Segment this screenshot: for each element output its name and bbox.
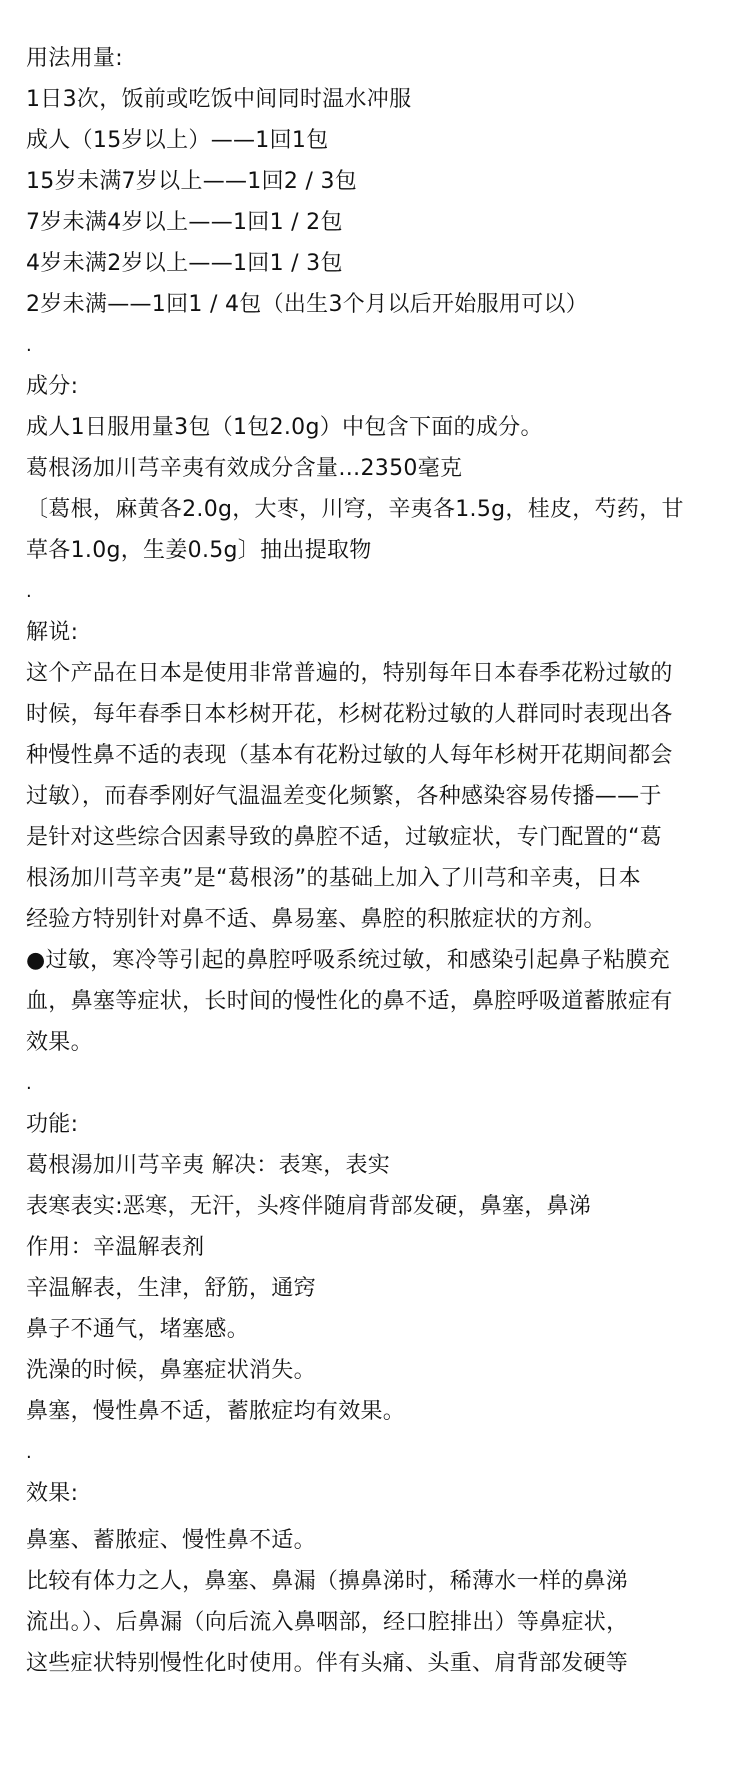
explanation-line: 种慢性鼻不适的表现（基本有花粉过敏的人每年杉树开花期间都会 <box>26 743 673 768</box>
usage-line: 4岁未满2岁以上——1回1 / 3包 <box>26 251 343 276</box>
explanation-section <box>26 612 731 1063</box>
effect-line: 比较有体力之人，鼻塞、鼻漏（擤鼻涕时，稀薄水一样的鼻涕 <box>26 1569 629 1594</box>
function-line: 作用：辛温解表剂 <box>26 1235 205 1260</box>
section-separator: . <box>26 581 33 602</box>
function-heading: 功能: <box>26 1112 79 1137</box>
function-line: 表寒表实:恶寒，无汗，头疼伴随肩背部发硬，鼻塞，鼻涕 <box>26 1194 592 1219</box>
function-line: 葛根湯加川芎辛夷 解决：表寒，表实 <box>26 1153 391 1178</box>
explanation-line: 过敏），而春季刚好气温温差变化频繁，各种感染容易传播——于 <box>26 784 662 809</box>
ingredients-heading: 成分: <box>26 374 79 399</box>
ingredients-section <box>26 366 731 571</box>
section-separator: . <box>26 1442 33 1463</box>
ingredients-line: 〔葛根，麻黄各2.0g，大枣，川穹，辛夷各1.5g，桂皮，芍药，甘 <box>26 497 684 522</box>
explanation-line: 效果。 <box>26 1030 93 1055</box>
function-line: 辛温解表，生津，舒筋，通窍 <box>26 1276 316 1301</box>
usage-line: 成人（15岁以上）——1回1包 <box>26 128 329 153</box>
usage-heading: 用法用量: <box>26 46 123 71</box>
usage-line: 2岁未满——1回1 / 4包（出生3个月以后开始服用可以） <box>26 292 589 317</box>
ingredients-line: 成人1日服用量3包（1包2.0g）中包含下面的成分。 <box>26 415 543 440</box>
section-separator: . <box>26 335 33 356</box>
explanation-line: 血，鼻塞等症状，长时间的慢性化的鼻不适，鼻腔呼吸道蓄脓症有 <box>26 989 673 1014</box>
usage-line: 1日3次，饭前或吃饭中间同时温水冲服 <box>26 87 412 112</box>
function-line: 洗澡的时候，鼻塞症状消失。 <box>26 1358 316 1383</box>
explanation-line: ●过敏，寒冷等引起的鼻腔呼吸系统过敏，和感染引起鼻子粘膜充 <box>26 948 670 973</box>
document-body <box>26 38 731 1684</box>
ingredients-line: 葛根汤加川芎辛夷有效成分含量…2350毫克 <box>26 456 463 481</box>
effect-line: 流出。）、后鼻漏（向后流入鼻咽部，经口腔排出）等鼻症状， <box>26 1610 629 1635</box>
usage-line: 7岁未满4岁以上——1回1 / 2包 <box>26 210 343 235</box>
effect-line: 这些症状特别慢性化时使用。伴有头痛、头重、肩背部发硬等 <box>26 1651 629 1676</box>
explanation-line: 时候，每年春季日本杉树开花，杉树花粉过敏的人群同时表现出各 <box>26 702 673 727</box>
explanation-line: 经验方特别针对鼻不适、鼻易塞、鼻腔的积脓症状的方剂。 <box>26 907 606 932</box>
explanation-heading: 解说: <box>26 620 79 645</box>
function-line: 鼻子不通气，堵塞感。 <box>26 1317 250 1342</box>
section-separator: . <box>26 1073 33 1094</box>
ingredients-line: 草各1.0g，生姜0.5g〕抽出提取物 <box>26 538 372 563</box>
explanation-line: 这个产品在日本是使用非常普遍的，特别每年日本春季花粉过敏的 <box>26 661 673 686</box>
effect-line: 鼻塞、蓄脓症、慢性鼻不适。 <box>26 1528 316 1553</box>
usage-section <box>26 38 731 325</box>
effect-section <box>26 1473 731 1684</box>
function-section <box>26 1104 731 1432</box>
effect-heading: 效果: <box>26 1481 79 1506</box>
usage-line: 15岁未满7岁以上——1回2 / 3包 <box>26 169 358 194</box>
explanation-line: 根汤加川芎辛夷”是“葛根汤”的基础上加入了川芎和辛夷，日本 <box>26 866 641 891</box>
explanation-line: 是针对这些综合因素导致的鼻腔不适，过敏症状，专门配置的“葛 <box>26 825 663 850</box>
function-line: 鼻塞，慢性鼻不适，蓄脓症均有效果。 <box>26 1399 406 1424</box>
